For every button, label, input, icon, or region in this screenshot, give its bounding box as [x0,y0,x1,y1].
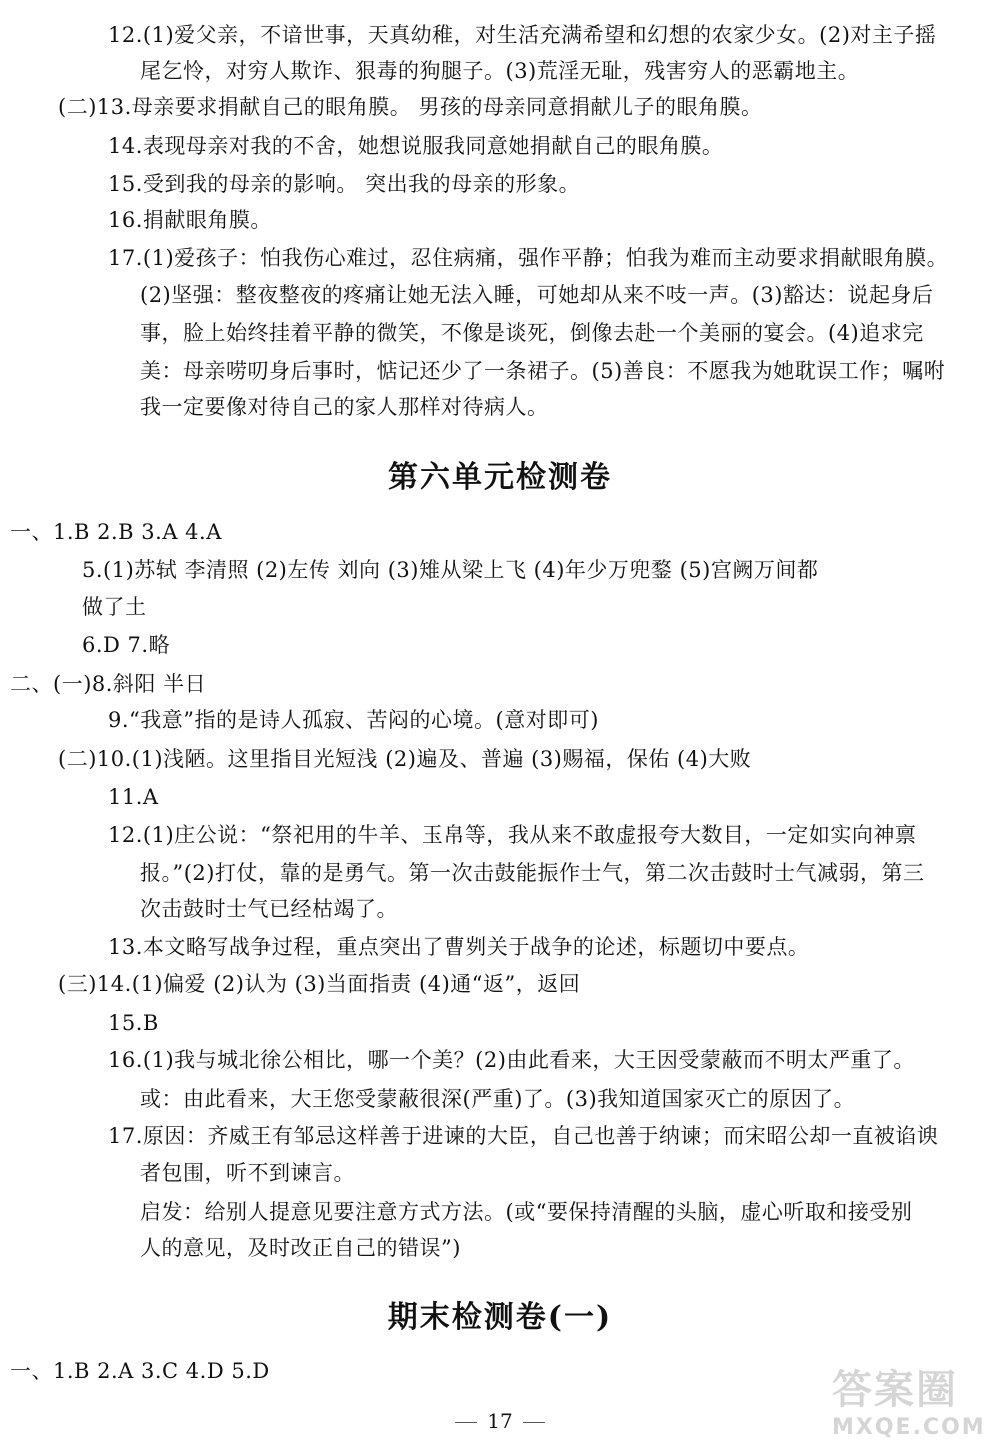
answer-line: 12.(1)爱父亲，不谙世事，天真幼稚，对生活充满希望和幻想的农家少女。(2)对主子摇 [108,23,937,47]
answer-line: (三)14.(1)偏爱 (2)认为 (3)当面指责 (4)通“返”，返回 [58,972,581,996]
answer-line: 12.(1)庄公说：“祭祀用的牛羊、玉帛等，我从来不敢虚报夸大数目，一定如实向神禀 [108,823,917,847]
answer-line: 者包围，听不到谏言。 [140,1161,355,1185]
answer-line: 13.本文略写战争过程，重点突出了曹刿关于战争的论述，标题切中要点。 [108,935,810,959]
answer-line: 16.捐献眼角膜。 [108,208,272,232]
answer-line: 16.(1)我与城北徐公相比，哪一个美？(2)由此看来，大王因受蒙蔽而不明太严重了。 [108,1048,915,1072]
answer-line: 14.表现母亲对我的不舍，她想说服我同意她捐献自己的眼角膜。 [108,134,724,158]
answer-line: 启发：给别人提意见要注意方式方法。(或“要保持清醒的头脑，虚心听取和接受别 [140,1200,913,1224]
answer-line: 报。”(2)打仗，靠的是勇气。第一次击鼓能振作士气，第二次击鼓时士气减弱，第三 [140,861,925,885]
answer-line: 尾乞怜，对穷人欺诈、狠毒的狗腿子。(3)荒淫无耻，残害穷人的恶霸地主。 [140,59,860,83]
answer-line: 或：由此看来，大王您受蒙蔽很深(严重)了。(3)我知道国家灭亡的原因了。 [140,1087,856,1111]
page-number: 17 [487,1409,513,1433]
watermark-bottom: MXQE.COM [832,1415,986,1440]
answer-line: 17.(1)爱孩子：怕我伤心难过，忍住病痛，强作平静；怕我为难而主动要求捐献眼角膜。 [108,246,949,270]
answer-line: 17.原因：齐威王有邹忌这样善于进谏的大臣，自己也善于纳谏；而宋昭公却一直被谄谀 [108,1124,939,1148]
answer-line: 一、1.B 2.A 3.C 4.D 5.D [10,1359,270,1383]
answer-line: 5.(1)苏轼 李清照 (2)左传 刘向 (3)雉从梁上飞 (4)年少万兜鍪 (5)宫阙万间都 [82,558,819,582]
answer-line: 6.D 7.略 [82,633,171,657]
answer-line: 事，脸上始终挂着平静的微笑，不像是谈死，倒像去赴一个美丽的宴会。(4)追求完 [140,321,924,345]
answer-line: 9.“我意”指的是诗人孤寂、苦闷的心境。(意对即可) [108,708,599,732]
watermark-top: 答案圈 [832,1366,958,1413]
answer-line: 美：母亲唠叨身后事时，惦记还少了一条裙子。(5)善良：不愿我为她耽误工作；嘱咐 [140,359,946,383]
answer-line: 15.受到我的母亲的影响。 突出我的母亲的形象。 [108,172,581,196]
footer-dash [455,1422,477,1423]
answer-line: 一、1.B 2.B 3.A 4.A [10,520,222,544]
answer-line: 二、(一)8.斜阳 半日 [10,672,207,696]
footer-dash [523,1422,545,1423]
watermark [832,1358,992,1438]
answer-line: (二)10.(1)浅陋。这里指目光短浅 (2)遍及、普遍 (3)赐福，保佑 (4)大败 [58,747,752,771]
answer-line: (二)13.母亲要求捐献自己的眼角膜。 男孩的母亲同意捐献儿子的眼角膜。 [58,95,763,119]
answer-line: 人的意见，及时改正自己的错误”) [140,1236,461,1260]
answer-line: 做了土 [82,595,147,619]
answer-line: 11.A [108,785,159,809]
section-heading: 第六单元检测卷 [388,460,612,495]
answer-line: 我一定要像对待自己的家人那样对待病人。 [140,395,549,419]
answer-line: (2)坚强：整夜整夜的疼痛让她无法入睡，可她却从来不吱一声。(3)豁达：说起身后 [140,283,934,307]
answer-line: 次击鼓时士气已经枯竭了。 [140,897,398,921]
section-heading: 期末检测卷(一) [387,1300,613,1335]
answer-line: 15.B [108,1011,159,1035]
